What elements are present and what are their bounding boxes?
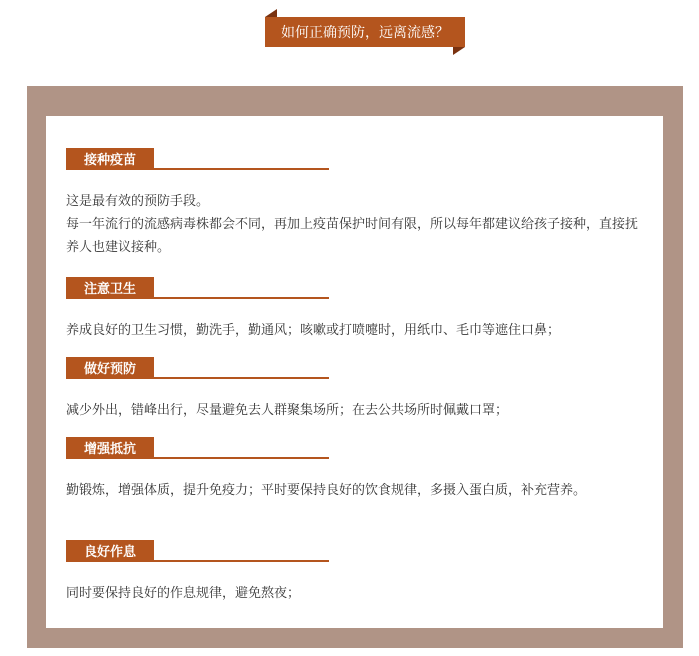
section-heading-underline [66,457,329,459]
section-heading [66,148,646,170]
banner-fold-right [453,47,465,55]
section-heading-tag: 良好作息 [66,540,154,560]
section-paragraph: 每一年流行的流感病毒株都会不同，再加上疫苗保护时间有限，所以每年都建议给孩子接种，直接抚养人也建议接种。 [66,217,639,255]
section-heading [66,540,646,562]
section-heading [66,437,646,459]
section-paragraph: 减少外出，错峰出行，尽量避免去人群聚集场所；在去公共场所时佩戴口罩； [66,403,509,418]
section-body [66,479,646,502]
banner-fold-left [265,9,277,17]
section-heading-underline [66,297,329,299]
section-heading-underline [66,377,329,379]
section-body [66,190,646,259]
section-paragraph: 养成良好的卫生习惯，勤洗手，勤通风；咳嗽或打喷嚏时，用纸巾、毛巾等遮住口鼻； [66,323,561,338]
section-immunity [66,437,646,502]
section-paragraph: 勤锻炼，增强体质，提升免疫力；平时要保持良好的饮食规律，多摄入蛋白质，补充营养。 [66,483,587,498]
section-prevention [66,357,646,422]
section-body [66,582,646,605]
section-heading [66,277,646,299]
section-hygiene [66,277,646,342]
page-title-banner [265,17,465,47]
section-heading-underline [66,560,329,562]
section-vaccination [66,148,646,259]
section-sleep [66,540,646,605]
section-body [66,319,646,342]
section-paragraph: 同时要保持良好的作息规律，避免熬夜； [66,586,301,601]
section-heading [66,357,646,379]
section-heading-underline [66,168,329,170]
section-paragraph: 这是最有效的预防手段。 [66,194,210,209]
section-heading-tag: 接种疫苗 [66,148,154,168]
page-title: 如何正确预防，远离流感？ [281,25,449,41]
section-body [66,399,646,422]
section-heading-tag: 做好预防 [66,357,154,377]
section-heading-tag: 注意卫生 [66,277,154,297]
section-heading-tag: 增强抵抗 [66,437,154,457]
